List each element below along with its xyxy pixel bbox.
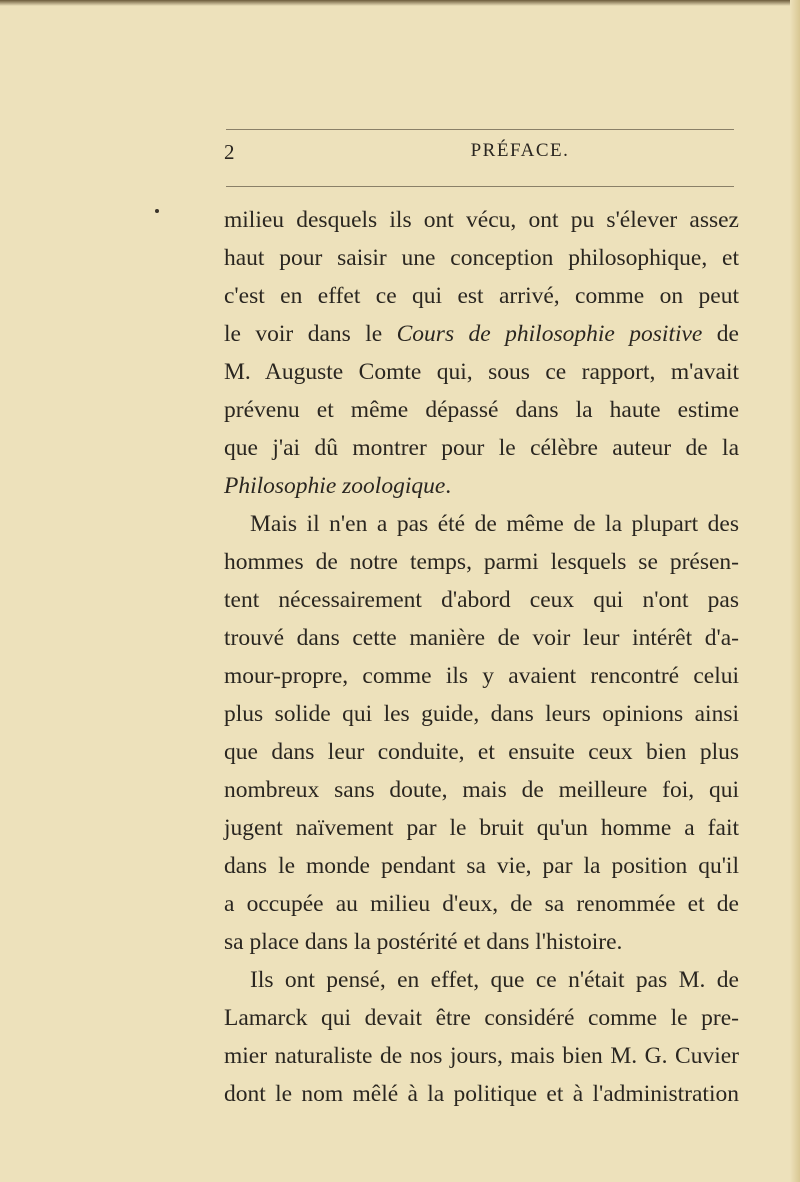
- page-right-edge: [790, 0, 800, 1182]
- text-line: Lamarck qui devait être considéré comme le pre-: [224, 1005, 739, 1031]
- text-line: plus solide qui les guide, dans leurs opinions ainsi: [224, 701, 739, 727]
- text-line: dans le monde pendant sa vie, par la position qu'il: [224, 853, 739, 879]
- book-title: Cours de philosophie positive: [396, 321, 703, 347]
- text-line: tent nécessairement d'abord ceux qui n'ont pas: [224, 587, 739, 613]
- text-line: [224, 467, 739, 505]
- page-number: 2: [224, 140, 236, 164]
- book-title: Philosophie zoologique: [224, 473, 446, 499]
- text-line: que j'ai dû montrer pour le célèbre auteur de la: [224, 435, 739, 461]
- running-head: PRÉFACE.: [470, 140, 570, 161]
- text-line-after: .: [445, 473, 452, 499]
- header-rule-top: [226, 129, 734, 130]
- text-line: M. Auguste Comte qui, sous ce rapport, m'avait: [224, 359, 739, 385]
- text-line: jugent naïvement par le bruit qu'un homme a fait: [224, 815, 739, 841]
- text-line: Mais il n'en a pas été de même de la plupart des: [250, 511, 739, 537]
- text-line: [224, 315, 739, 353]
- text-line: haut pour saisir une conception philosophique, et: [224, 245, 739, 271]
- text-line-before: le voir dans le: [224, 321, 397, 347]
- text-line: milieu desquels ils ont vécu, ont pu s'élever assez: [224, 207, 739, 233]
- text-line: a occupée au milieu d'eux, de sa renommée et de: [224, 891, 739, 917]
- page-top-edge: [0, 0, 800, 6]
- text-line: prévenu et même dépassé dans la haute estime: [224, 397, 739, 423]
- text-line: que dans leur conduite, et ensuite ceux bien plus: [224, 739, 739, 765]
- text-line: trouvé dans cette manière de voir leur intérêt d'a-: [224, 625, 739, 651]
- margin-dot: [155, 209, 159, 213]
- body-text: [224, 201, 739, 1113]
- text-line: Ils ont pensé, en effet, que ce n'était pas M. de: [250, 967, 739, 993]
- header-rule-bottom: [226, 186, 734, 187]
- text-line: sa place dans la postérité et dans l'histoire.: [224, 929, 623, 955]
- text-line: dont le nom mêlé à la politique et à l'administration: [224, 1081, 739, 1107]
- text-line-after: de: [702, 321, 739, 347]
- text-line: nombreux sans doute, mais de meilleure foi, qui: [224, 777, 739, 803]
- text-line: c'est en effet ce qui est arrivé, comme on peut: [224, 283, 739, 309]
- text-line: hommes de notre temps, parmi lesquels se présen-: [224, 549, 739, 575]
- text-line: mour-propre, comme ils y avaient rencontré celui: [224, 663, 739, 689]
- text-line: mier naturaliste de nos jours, mais bien M. G. Cuvier: [224, 1043, 739, 1069]
